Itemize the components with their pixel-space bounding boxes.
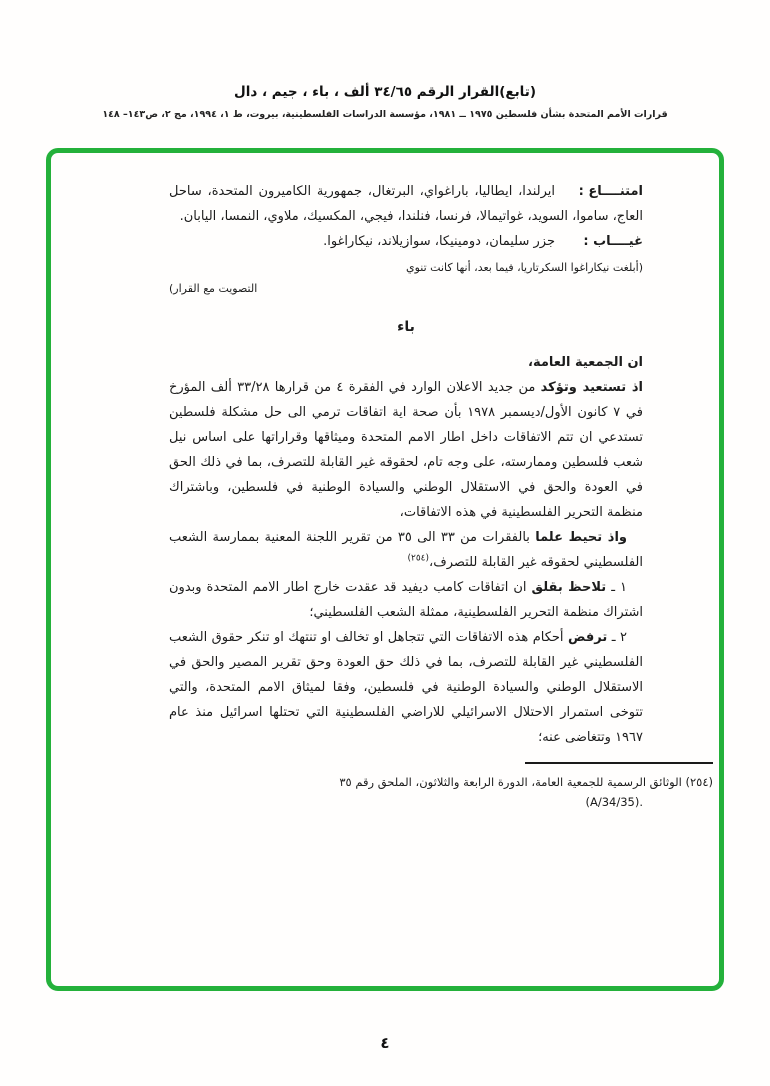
preamble-opening: ان الجمعية العامة،	[528, 355, 643, 370]
operative-2-text: أحكام هذه الاتفاقات التي تتجاهل او تخالف او تنتهك او تنكر حقوق الشعب الفلسطيني غير القابلة للتصرف، بما في ذلك حق العودة وحق تقرير المصير والحق في الاستقلال الوطني والسيادة الوطنية في فلسطين، وفقا لميثاق الامم المتحدة، والتي تتوخى استمرار الاحتلال الاسرائيلي للاراضي الفلسطينية التي تحتلها اسرائيل منذ عام ١٩٦٧ وتتغاضى عنه؛	[169, 630, 643, 745]
secretariat-note-line2: التصويت مع القرار)	[169, 282, 258, 295]
operative-1-number: ١ ـ	[606, 580, 627, 595]
absence-country-list: جزر سليمان، دومينيكا، سوازيلاند، نيكاراغوا.	[323, 234, 555, 249]
page-number: ٤	[380, 1034, 390, 1052]
preambular-2-text: بالفقرات من ٣٣ الى ٣٥ من تقرير اللجنة المعنية بممارسة الشعب الفلسطيني لحقوقه غير القابلة للتصرف،	[169, 530, 643, 570]
operative-paragraph-1	[169, 575, 643, 625]
absence-label: غيــــاب :	[583, 234, 643, 249]
footnote-document-symbol: (A/34/35).	[585, 795, 643, 809]
footnote-block	[97, 762, 713, 812]
document-body	[51, 153, 719, 986]
operative-2-lead: ترفض	[568, 630, 608, 645]
secretariat-note	[169, 257, 643, 299]
green-frame	[46, 148, 724, 991]
document-title: (تابع)القرار الرقم ٣٤/٦٥ ألف ، باء ، جيم ، دال	[234, 84, 536, 100]
abstention-country-list: ايرلندا، ايطاليا، باراغواي، البرتغال، جمهورية الكاميرون المتحدة، ساحل العاج، ساموا، السويد، غواتيمالا، فرنسا، فنلندا، فيجي، المكسيك، ملاوي، النمسا، اليابان.	[169, 184, 643, 224]
operative-paragraph-2	[169, 625, 643, 750]
abstention-paragraph	[169, 179, 643, 229]
section-heading-baa: باء	[397, 319, 415, 335]
preambular-paragraph-1	[169, 375, 643, 525]
secretariat-note-line1: (أبلغت نيكاراغوا السكرتاريا، فيما بعد، أنها كانت تنوي	[406, 261, 643, 274]
text-column	[169, 179, 643, 750]
preambular-paragraph-2	[169, 525, 643, 575]
operative-1-text: ان اتفاقات كامب ديفيد قد عقدت خارج اطار الامم المتحدة وبدون اشتراك منظمة التحرير الفلسطينية، ممثلة الشعب الفلسطيني؛	[169, 580, 643, 620]
footnote-reference-254: (٢٥٤)	[407, 553, 430, 564]
abstention-label: امتنــــاع :	[578, 184, 643, 199]
operative-1-lead: تلاحظ بقلق	[531, 580, 607, 595]
preambular-1-text: من جديد الاعلان الوارد في الفقرة ٤ من قرارها ٣٣/٢٨ ألف المؤرخ في ٧ كانون الأول/ديسمبر ١٩٧٨ بأن صحة اية اتفاقات ترمي الى حل مشكلة فلسطين تستدعي ان تتم الاتفاقات داخل اطار الامم المتحدة وميثاقها وقراراتها على اساس نيل شعب فلسطين وممارسته، على وجه تام، لحقوقه غير القابلة للتصرف، بما في ذلك الحق في العودة والحق في الاستقلال الوطني والسيادة الوطنية في فلسطين، وباشتراك منظمة التحرير الفلسطينية في هذه الاتفاقات،	[169, 380, 643, 520]
absence-paragraph	[169, 229, 643, 254]
preambular-1-lead: اذ تستعيد وتؤكد	[540, 380, 643, 395]
preambular-2-lead: واذ تحيط علما	[535, 530, 627, 545]
operative-2-number: ٢ ـ	[607, 630, 627, 645]
footnote-text: (٢٥٤) الوثائق الرسمية للجمعية العامة، الدورة الرابعة والثلاثون، الملحق رقم ٣٥	[339, 775, 713, 789]
page-header	[0, 84, 770, 120]
footnote-separator	[525, 762, 713, 764]
source-citation: قرارات الأمم المتحدة بشأن فلسطين ١٩٧٥ ــ ١٩٨١، مؤسسة الدراسات الفلسطينية، بيروت، ط ١، ١٩٩٤، مج ٢، ص١٤٣– ١٤٨	[102, 109, 668, 120]
